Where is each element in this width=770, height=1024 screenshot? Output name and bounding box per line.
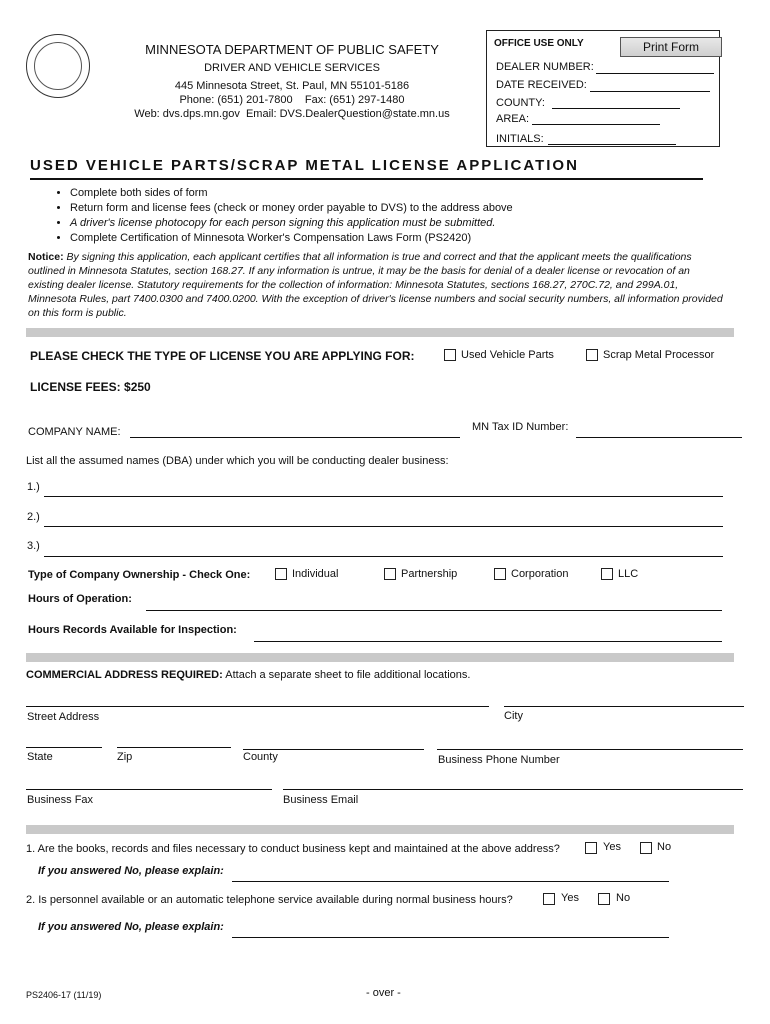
commercial-address-heading [26,669,470,681]
agency-web-email [92,108,492,120]
date-received-label: DATE RECEIVED: [496,79,587,91]
title-rule [30,178,703,180]
state-label: State [27,751,53,763]
used-vehicle-parts-checkbox[interactable] [444,349,456,361]
q1-yes-label: Yes [603,841,621,853]
instruction-item: • Return form and license fees (check or money order payable to DVS) to the address above [70,201,513,216]
q2-no-checkbox[interactable] [598,893,610,905]
q2-no-label: No [616,892,631,904]
dealer-number-label: DEALER NUMBER: [496,61,594,73]
q1-explain-field[interactable] [232,881,669,882]
instruction-item: • Complete both sides of form [70,186,513,201]
business-fax-label: Business Fax [27,794,94,806]
over-indicator: - over - [366,987,401,999]
q1-yes-checkbox[interactable] [585,842,597,854]
agency-name: MINNESOTA DEPARTMENT OF PUBLIC SAFETY [145,42,439,57]
q1-explain-label: If you answered No, please explain: [38,865,224,877]
hours-records-field[interactable] [254,641,722,642]
q2-yes-checkbox[interactable] [543,893,555,905]
llc-label: LLC [618,568,639,580]
question-2: 2. Is personnel available or an automatic telephone service available during normal business hours? [26,894,513,906]
agency-phone-fax [92,94,492,106]
partnership-label: Partnership [401,568,458,580]
state-seal-icon [26,34,90,98]
individual-checkbox[interactable] [275,568,287,580]
partnership-checkbox[interactable] [384,568,396,580]
zip-label: Zip [117,751,133,763]
form-number: PS2406-17 (11/19) [26,990,102,1000]
zip-field[interactable] [117,747,231,748]
instruction-item: • A driver's license photocopy for each person signing this application must be submitted. [70,216,513,231]
scrap-metal-processor-label: Scrap Metal Processor [603,349,715,361]
hours-operation-field[interactable] [146,610,722,611]
area-field[interactable] [532,124,660,125]
area-label: AREA: [496,113,530,125]
dba-3-field[interactable] [44,556,723,557]
initials-field[interactable] [548,144,676,145]
tax-id-label: MN Tax ID Number: [472,421,569,433]
section-divider [26,825,734,834]
ownership-label: Type of Company Ownership - Check One: [28,569,251,581]
form-title: USED VEHICLE PARTS/SCRAP METAL LICENSE APPLICATION [30,157,579,174]
commercial-heading-label: COMMERCIAL ADDRESS REQUIRED: [26,669,223,681]
notice-paragraph [28,250,728,320]
instructions-list [56,186,513,246]
notice-label: Notice: [28,251,64,263]
notice-text: By signing this application, each applicant certifies that all information is true and correct and that the applicant meets the qualifications outlined in Minnesota Statutes, section 168.27. If any information is untrue, it may be the basis for denial of a dealer license or revocation of an existing dealer license. Statutory requirements for the collection of information: Minnesota Statutes, sections 168.27, 270C.72, and 299A.01, Minnesota Rules, part 7400.0300 and 7400.0200. With the exception of driver's license numbers and social security numbers, all information provided on this form is public. [28,251,723,319]
license-fees: LICENSE FEES: $250 [30,380,151,394]
business-phone-field[interactable] [437,749,743,750]
date-received-field[interactable] [590,91,710,92]
agency-phone: Phone: (651) 201-7800 [179,94,293,106]
business-email-label: Business Email [283,794,359,806]
q1-no-label: No [657,841,672,853]
agency-email: Email: DVS.DealerQuestion@state.mn.us [245,108,450,120]
dba-1-label: 1.) [27,481,40,493]
office-use-title: OFFICE USE ONLY [494,38,584,49]
used-vehicle-parts-label: Used Vehicle Parts [461,349,554,361]
business-phone-label: Business Phone Number [438,754,560,766]
section-divider [26,653,734,662]
business-fax-field[interactable] [26,789,272,790]
county-field[interactable] [243,749,424,750]
q2-explain-label: If you answered No, please explain: [38,921,224,933]
q1-no-checkbox[interactable] [640,842,652,854]
dba-2-field[interactable] [44,526,723,527]
hours-operation-label: Hours of Operation: [28,593,132,605]
llc-checkbox[interactable] [601,568,613,580]
agency-web: Web: dvs.dps.mn.gov [134,108,240,120]
street-address-field[interactable] [26,706,489,707]
individual-label: Individual [292,568,339,580]
section-divider [26,328,734,337]
corporation-label: Corporation [511,568,569,580]
dba-prompt: List all the assumed names (DBA) under which you will be conducting dealer business: [26,455,449,467]
company-name-field[interactable] [130,437,460,438]
scrap-metal-processor-checkbox[interactable] [586,349,598,361]
agency-address: 445 Minnesota Street, St. Paul, MN 55101-5186 [174,80,410,92]
corporation-checkbox[interactable] [494,568,506,580]
county-field[interactable] [552,108,680,109]
city-label: City [504,710,523,722]
street-address-label: Street Address [27,711,100,723]
question-1: 1. Are the books, records and files necessary to conduct business kept and maintained at the above address? [26,843,560,855]
license-type-prompt: PLEASE CHECK THE TYPE OF LICENSE YOU ARE APPLYING FOR: [30,349,415,363]
city-field[interactable] [504,706,744,707]
company-name-label: COMPANY NAME: [28,426,121,438]
print-form-button[interactable]: Print Form [620,37,722,57]
dba-1-field[interactable] [44,496,723,497]
q2-explain-field[interactable] [232,937,669,938]
dba-3-label: 3.) [27,540,40,552]
commercial-note: Attach a separate sheet to file additional locations. [225,669,471,681]
county-label: COUNTY: [496,97,545,109]
hours-records-label: Hours Records Available for Inspection: [28,624,237,636]
dealer-number-field[interactable] [596,73,714,74]
initials-label: INITIALS: [496,133,544,145]
instruction-item: • Complete Certification of Minnesota Worker's Compensation Laws Form (PS2420) [70,231,513,246]
business-email-field[interactable] [283,789,743,790]
tax-id-field[interactable] [576,437,742,438]
agency-fax: Fax: (651) 297-1480 [304,94,405,106]
dba-2-label: 2.) [27,511,40,523]
q2-yes-label: Yes [561,892,579,904]
county-label: County [243,751,278,763]
division-name: DRIVER AND VEHICLE SERVICES [204,62,380,74]
state-field[interactable] [26,747,102,748]
